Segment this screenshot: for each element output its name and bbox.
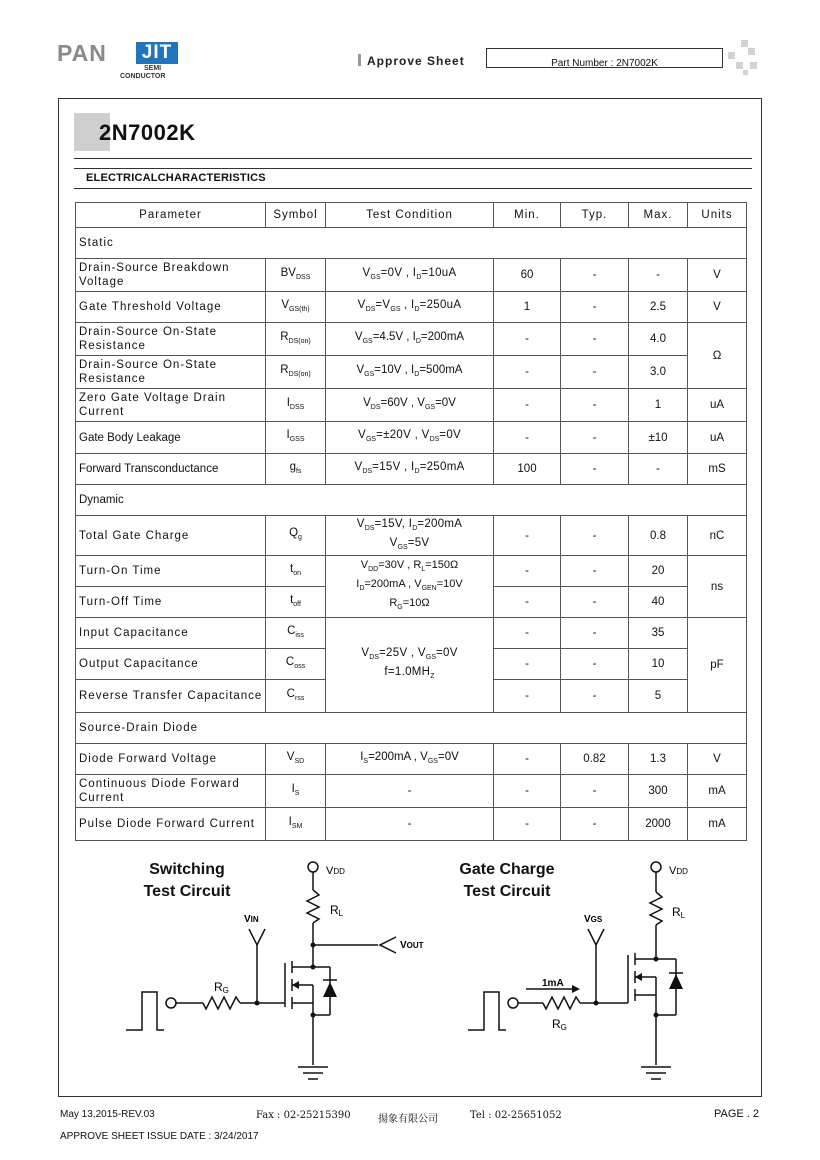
symbol-cell: $V_{GS(th)}$ [266,292,326,323]
param-cell: Output Capacitance [76,649,266,680]
table-row [76,618,747,649]
typ-cell: - [561,389,629,422]
rg-label: RG [552,1017,567,1032]
condition-cell: $I_S=200mA$ , $V_{GS}=0V$ [326,744,494,775]
footer-fax: Fax : 02-25215390 [256,1110,351,1121]
min-cell: 60 [494,259,561,292]
header-typ: Typ. [561,203,629,228]
table-header-row [76,203,747,228]
symbol-cell: $t_{off}$ [266,587,326,618]
condition-cell: $V_{GS}=10V$ , $I_D=500mA$ [326,356,494,389]
condition-cell: - [326,775,494,808]
condition-cell: - [326,808,494,841]
param-cell: Input Capacitance [76,618,266,649]
max-cell: 2000 [629,808,688,841]
table-row [76,356,747,389]
min-cell: 100 [494,454,561,485]
table-row [76,259,747,292]
vgs-label: VGS [584,914,603,925]
symbol-cell: $V_{SD}$ [266,744,326,775]
table-row [76,422,747,454]
typ-cell: - [561,587,629,618]
unit-cell: V [688,292,747,323]
condition-cell: $V_{GS}=4.5V$ , $I_D=200mA$ [326,323,494,356]
symbol-cell: $C_{rss}$ [266,680,326,713]
min-cell: - [494,744,561,775]
symbol-cell: $I_{SM}$ [266,808,326,841]
symbol-cell: $R_{DS(on)}$ [266,323,326,356]
unit-cell: nC [688,516,747,556]
footer-tel: Tel : 02-25651052 [470,1110,562,1121]
max-cell: 40 [629,587,688,618]
max-cell: 2.5 [629,292,688,323]
header-test-condition: Test Condition [326,203,494,228]
min-cell: - [494,516,561,556]
rg-label: RG [214,980,229,995]
max-cell: 20 [629,556,688,587]
condition-cell: $V_{DD}=30V$ , $R_L=150\Omega$ $I_D=200mA$ , $V_{GEN}=10V$ $R_G=10\Omega$ [326,556,494,618]
header-max: Max. [629,203,688,228]
typ-cell: 0.82 [561,744,629,775]
unit-cell: mS [688,454,747,485]
min-cell: - [494,556,561,587]
param-cell: Drain-Source On-State Resistance [76,323,266,356]
typ-cell: - [561,618,629,649]
max-cell: 4.0 [629,323,688,356]
typ-cell: - [561,649,629,680]
param-cell: Total Gate Charge [76,516,266,556]
condition-cell: $V_{DS}=15V$, $I_D=200mA$ $V_{GS}=5V$ [326,516,494,556]
symbol-cell: $t_{on}$ [266,556,326,587]
param-cell: Turn-Off Time [76,587,266,618]
typ-cell: - [561,454,629,485]
param-cell: Forward Transconductance [76,454,266,485]
footer-page: PAGE . 2 [714,1108,760,1120]
min-cell: - [494,680,561,713]
max-cell: 5 [629,680,688,713]
rl-label: RL [672,905,686,920]
switching-test-circuit-diagram [120,855,450,1095]
typ-cell: - [561,259,629,292]
max-cell: - [629,259,688,292]
max-cell: ±10 [629,422,688,454]
footer-issue-date: APPROVE SHEET ISSUE DATE : 3/24/2017 [60,1131,259,1142]
unit-cell: ns [688,556,747,618]
typ-cell: - [561,292,629,323]
header-units: Units [688,203,747,228]
symbol-cell: $R_{DS(on)}$ [266,356,326,389]
unit-cell: uA [688,422,747,454]
section-rule-bottom [74,188,752,189]
page-title: 2N7002K [99,120,196,145]
table-row [76,292,747,323]
typ-cell: - [561,775,629,808]
header-min: Min. [494,203,561,228]
max-cell: 10 [629,649,688,680]
param-cell: Drain-Source Breakdown Voltage [76,259,266,292]
condition-cell: $V_{DS}=60V$ , $V_{GS}=0V$ [326,389,494,422]
group-static: Static [76,228,747,259]
unit-cell: Ω [688,323,747,389]
condition-cell: $V_{GS}=\pm 20V$ , $V_{DS}=0V$ [326,422,494,454]
param-cell: Turn-On Time [76,556,266,587]
header-symbol: Symbol [266,203,326,228]
max-cell: 300 [629,775,688,808]
param-cell: Continuous Diode Forward Current [76,775,266,808]
vdd-label: VDD [669,865,688,877]
min-cell: - [494,649,561,680]
min-cell: 1 [494,292,561,323]
group-row [76,228,747,259]
table-row [76,808,747,841]
condition-cell: $V_{DS}=15V$ , $I_D=250mA$ [326,454,494,485]
header-parameter: Parameter [76,203,266,228]
table-row [76,323,747,356]
typ-cell: - [561,323,629,356]
unit-cell: mA [688,775,747,808]
min-cell: - [494,422,561,454]
table-row [76,389,747,422]
typ-cell: - [561,356,629,389]
unit-cell: uA [688,389,747,422]
condition-cell: $V_{DS}=V_{GS}$ , $I_D=250uA$ [326,292,494,323]
footer-company: 揚象有限公司 [378,1114,438,1125]
switching-circuit-title: Switching Test Circuit [143,861,231,900]
part-number-box: Part Number : 2N7002K [486,48,723,68]
min-cell: - [494,587,561,618]
typ-cell: - [561,808,629,841]
group-dynamic: Dynamic [76,485,747,516]
typ-cell: - [561,422,629,454]
unit-cell: mA [688,808,747,841]
vout-label: VOUT [400,940,424,951]
panjit-logo [57,40,187,86]
section-title: ELECTRICALCHARACTERISTICS [86,172,266,184]
logo-conductor: CONDUCTOR [120,73,166,80]
param-cell: Reverse Transfer Capacitance [76,680,266,713]
param-cell: Gate Body Leakage [76,422,266,454]
symbol-cell: $BV_{DSS}$ [266,259,326,292]
unit-cell: V [688,744,747,775]
symbol-cell: $Q_g$ [266,516,326,556]
table-row [76,454,747,485]
group-row [76,713,747,744]
min-cell: - [494,356,561,389]
table-row [76,556,747,587]
approve-sheet-label [358,54,465,68]
param-cell: Zero Gate Voltage Drain Current [76,389,266,422]
vin-label: VIN [244,914,259,925]
approve-sheet-text: Approve Sheet [367,54,465,68]
table-row [76,775,747,808]
param-cell: Diode Forward Voltage [76,744,266,775]
vdd-label: VDD [326,865,345,877]
typ-cell: - [561,680,629,713]
group-row [76,485,747,516]
rl-label: RL [330,903,344,918]
param-cell: Gate Threshold Voltage [76,292,266,323]
symbol-cell: $I_S$ [266,775,326,808]
table-row [76,744,747,775]
logo-jit: JIT [136,42,178,64]
section-rule-top [74,168,752,169]
min-cell: - [494,323,561,356]
max-cell: 1 [629,389,688,422]
electrical-characteristics-table [75,202,747,841]
param-cell: Pulse Diode Forward Current [76,808,266,841]
unit-cell: pF [688,618,747,713]
symbol-cell: $g_{fs}$ [266,454,326,485]
symbol-cell: $C_{iss}$ [266,618,326,649]
group-source-drain-diode: Source-Drain Diode [76,713,747,744]
min-cell: - [494,775,561,808]
typ-cell: - [561,516,629,556]
max-cell: 35 [629,618,688,649]
logo-semi: SEMI [144,65,162,72]
symbol-cell: $I_{DSS}$ [266,389,326,422]
min-cell: - [494,808,561,841]
current-label: 1mA [542,978,564,989]
symbol-cell: $C_{oss}$ [266,649,326,680]
typ-cell: - [561,556,629,587]
param-cell: Drain-Source On-State Resistance [76,356,266,389]
logo-pan: PAN [57,40,107,66]
condition-cell: $V_{GS}=0V$ , $I_D=10uA$ [326,259,494,292]
max-cell: 3.0 [629,356,688,389]
table-row [76,516,747,556]
condition-cell: $V_{DS}=25V$ , $V_{GS}=0V$ $f=1.0MH_Z$ [326,618,494,713]
gate-charge-test-circuit-diagram [460,855,740,1095]
unit-cell: V [688,259,747,292]
decorative-squares-icon [728,40,762,76]
max-cell: 1.3 [629,744,688,775]
min-cell: - [494,389,561,422]
min-cell: - [494,618,561,649]
approve-bar-icon [358,54,361,66]
gate-charge-circuit-title: Gate Charge Test Circuit [459,861,555,900]
footer-date-rev: May 13,2015-REV.03 [60,1109,155,1120]
max-cell: - [629,454,688,485]
max-cell: 0.8 [629,516,688,556]
symbol-cell: $I_{GSS}$ [266,422,326,454]
title-rule [74,158,752,159]
